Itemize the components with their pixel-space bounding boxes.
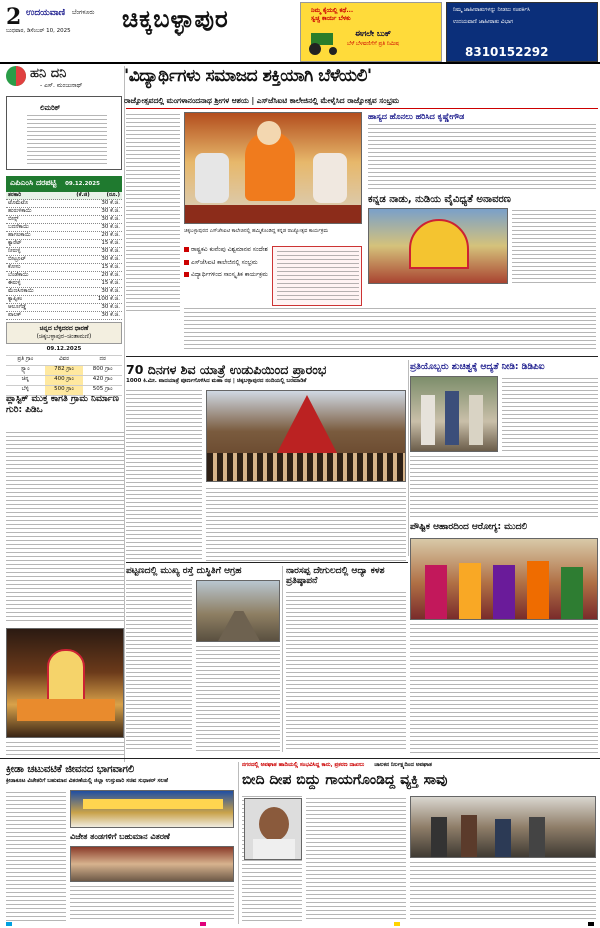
vegetable-unit bbox=[72, 288, 94, 295]
temple-deity-photo bbox=[6, 628, 124, 738]
vegetable-price: 30 ಕೆ.ಜಿ. bbox=[101, 288, 120, 294]
page-number: 2 bbox=[6, 4, 22, 30]
vegetable-name: ಪಾಲಕ್ bbox=[8, 312, 22, 318]
article-body bbox=[70, 886, 234, 922]
article-body bbox=[410, 624, 598, 756]
table-row bbox=[6, 346, 122, 356]
lead-subheadline: ರಾಜ್ಯೋತ್ಸವದಲ್ಲಿ ಮಂಗಳಾನಂದನಾಥ ಶ್ರೀಗಳ ಆಶಯ | ಎಸ್‌ಜೆಸಿಐಟಿ ಕಾಲೇಜಿನಲ್ಲಿ ಮೇಳೈಸಿದ ರಾಜ್ಯೋತ್ಸವ ಸಂಭ್ರಮ bbox=[124, 96, 400, 105]
article-body bbox=[126, 114, 180, 314]
article-headline[interactable]: ನಾರಸಪ್ಪ ದೇಗುಲದಲ್ಲಿ ಆದ್ಯಾ ಕಳಶ ಪ್ರತಿಷ್ಠಾಪನೆ bbox=[286, 566, 385, 587]
article-body bbox=[306, 798, 406, 922]
vegetable-name: ನೀರುಳ್ಳಿ bbox=[8, 248, 21, 254]
ad-line: ಬೆಳೆ ಬೆಳವಣಿಗೆಗೆ ಪ್ರತಿ ನಿಮಿಷ bbox=[347, 41, 399, 47]
quote-box bbox=[272, 246, 362, 306]
table-row bbox=[6, 288, 122, 296]
vegetable-price: 30 ಕೆ.ಜಿ. bbox=[101, 216, 120, 222]
article-headline[interactable]: ಕ್ರೀಡಾ ಚಟುವಟಿಕೆ ಜೀವನದ ಭಾಗವಾಗಲಿ bbox=[6, 764, 135, 775]
article-body bbox=[6, 432, 124, 622]
vegetable-unit bbox=[72, 280, 94, 287]
vegetable-price: 15 ಕೆ.ಜಿ. bbox=[101, 264, 120, 270]
vegetable-name: ಬೀನ್ಸ್ bbox=[8, 216, 19, 222]
vegetable-price: 30 ಕೆ.ಜಿ. bbox=[101, 208, 120, 214]
vegetable-name: ಬೆಂಡೆಕಾಯಿ bbox=[8, 272, 29, 278]
vegetable-name: ಮೆಣಸಿನಕಾಯಿ bbox=[8, 288, 34, 294]
col-header: (ಕೆ.ಜಿ) bbox=[76, 192, 90, 198]
apmc-title-text: ಎಪಿಎಂಸಿ ದರಪಟ್ಟಿ bbox=[10, 178, 57, 187]
article-body bbox=[502, 378, 598, 452]
metal-name: ಸ್ಟ್ಯಾಂ bbox=[21, 366, 30, 372]
article-body bbox=[368, 124, 596, 190]
vegetable-price: 20 ಕೆ.ಜಿ. bbox=[101, 272, 120, 278]
advertisement-blue[interactable] bbox=[446, 2, 598, 62]
table-row bbox=[6, 208, 122, 216]
chariot-procession-photo bbox=[206, 390, 406, 482]
table-row bbox=[6, 280, 122, 288]
vegetable-unit bbox=[72, 256, 94, 263]
damaged-road-photo bbox=[196, 580, 280, 642]
vegetable-unit bbox=[72, 208, 94, 215]
article-body bbox=[126, 580, 192, 752]
vegetable-name: ಈರುಳ್ಳಿ bbox=[8, 280, 21, 286]
article-body bbox=[206, 488, 406, 562]
column-title: ಹನಿ ದನಿ bbox=[30, 66, 67, 81]
vegetable-price: 100 ಕೆ.ಜಿ. bbox=[97, 296, 120, 302]
vegetable-price: 15 ಕೆ.ಜಿ. bbox=[101, 240, 120, 246]
vegetable-name: ಕ್ಯಾರೆಟ್ bbox=[8, 240, 22, 246]
article-body bbox=[410, 862, 596, 922]
metal-rate: ವಿವರ bbox=[59, 356, 69, 362]
vegetable-unit bbox=[72, 304, 94, 311]
vegetable-unit bbox=[72, 232, 94, 239]
officials-photo bbox=[410, 376, 498, 452]
vegetable-price: 20 ಕೆ.ಜಿ. bbox=[101, 232, 120, 238]
vegetable-price: 30 ಕೆ.ಜಿ. bbox=[101, 304, 120, 310]
vegetable-unit bbox=[72, 224, 94, 231]
ad-line: ನಿಮ್ಮ ಜಾಹೀರಾತುಗಳನ್ನು ನೀಡಲು ಸಂಪರ್ಕಿಸಿ bbox=[453, 7, 530, 13]
vegetable-unit bbox=[72, 200, 94, 207]
gold-title-text: ಚಿನ್ನದ ಬೆಳ್ಳಿದರದ ಧಾರಣೆ bbox=[39, 325, 89, 332]
table-row bbox=[6, 232, 122, 240]
article-headline[interactable]: ಪೌಷ್ಟಿಕ ಆಹಾರದಿಂದ ಆರೋಗ್ಯ: ಮುದಲಿ bbox=[410, 522, 528, 532]
metal-name: ಬೆಳ್ಳಿ bbox=[21, 386, 29, 392]
ad-phone[interactable]: 8310152292 bbox=[465, 45, 549, 59]
gold-rate-title bbox=[6, 322, 122, 344]
table-row bbox=[6, 256, 122, 264]
vegetable-price: 30 ಕೆ.ಜಿ. bbox=[101, 312, 120, 318]
metal-rate: 400 ಗ್ರಾಂ bbox=[45, 376, 84, 385]
metal-rate: 800 ಗ್ರಾಂ bbox=[92, 366, 113, 372]
lead-caption: ಚಿಕ್ಕಬಳ್ಳಾಪುರದ ಎಸ್‌ಜೆಸಿಐಟಿ ಕಾಲೇಜಿನಲ್ಲಿ ಹಮ್ಮಿಕೊಂಡಿದ್ದ ಕನ್ನಡ ರಾಜ್ಯೋತ್ಸವ ಕಾರ್ಯಕ್ರಮ bbox=[184, 228, 329, 234]
limerick-box bbox=[6, 96, 122, 170]
vegetable-price: 15 ಕೆ.ಜಿ. bbox=[101, 280, 120, 286]
vegetable-price: 30 ಕೆ.ಜಿ. bbox=[101, 248, 120, 254]
gold-rate-table bbox=[6, 346, 122, 396]
article-body bbox=[6, 792, 66, 922]
table-row bbox=[6, 296, 122, 304]
vegetable-price: 30 ಕೆ.ಜಿ. bbox=[101, 224, 120, 230]
article-body bbox=[126, 390, 202, 560]
table-row bbox=[6, 224, 122, 232]
edition-date: ಬುಧವಾರ, ಡಿಸೆಂಬರ್ 10, 2025 bbox=[6, 28, 71, 34]
column-author: - ಎಸ್. ಮಂಜುನಾಥ್ bbox=[40, 82, 83, 89]
vegetable-name: ಬದನೆಕಾಯಿ bbox=[8, 224, 29, 230]
article-body bbox=[286, 592, 406, 752]
gold-date: 09.12.2025 bbox=[46, 346, 82, 352]
bullet-item: ವಿದ್ಯಾರ್ಥಿಗಳಿಂದ ಸಾಂಸ್ಕೃತಿಕ ಕಾರ್ಯಕ್ರಮ bbox=[191, 271, 268, 278]
vegetable-name: ಟೊಮೆಟೊ bbox=[8, 200, 29, 206]
table-row bbox=[6, 356, 122, 366]
vegetable-name: ಕ್ಯಾಪ್ಸಿಕಂ bbox=[8, 296, 23, 302]
article-body bbox=[410, 456, 598, 518]
article-body bbox=[196, 646, 280, 752]
photo-caption bbox=[512, 210, 596, 284]
edition-city: ಬೆಂಗಳೂರು bbox=[72, 9, 95, 16]
table-row bbox=[6, 216, 122, 224]
bullet-item: ಎಸ್‌ಜೆಸಿಐಟಿ ಕಾಲೇಜಿನಲ್ಲಿ ಸಂಭ್ರಮ bbox=[191, 258, 258, 266]
article-headline[interactable]: ಪಟ್ಟಣದಲ್ಲಿ ಮುಖ್ಯ ರಸ್ತೆ ದುಸ್ಥಿತಿಗೆ ಆಗ್ರಹ bbox=[126, 566, 242, 576]
article-headline[interactable]: ವಿಜೇತ ತಂಡಗಳಿಗೆ ಬಹುಮಾನ ವಿತರಣೆ bbox=[70, 832, 170, 841]
paper-name: ಉದಯವಾಣಿ bbox=[26, 8, 66, 18]
vegetable-unit bbox=[72, 272, 94, 279]
kicker-text: ಚಾಲಕನ ನಿರ್ಲಕ್ಷ್ಯದಿಂದ ಅಪಘಾತ bbox=[374, 762, 432, 768]
vegetable-price: 30 ಕೆ.ಜಿ. bbox=[101, 256, 120, 262]
metal-rate: 782 ಗ್ರಾಂ bbox=[45, 366, 84, 375]
ad-line: ನಿಮ್ಮ ಕೈಯಲ್ಲಿ ಕಥೆ... bbox=[311, 7, 354, 14]
vegetable-name: ಹಾಗಲಕಾಯಿ bbox=[8, 232, 31, 238]
article-headline[interactable]: ಪ್ರತಿಯೊಬ್ಬರು ಶುಚಿತ್ವಕ್ಕೆ ಆದ್ಯತೆ ನೀಡಿ: ಡಿಡಿಪಿಐ bbox=[410, 362, 545, 372]
article-body bbox=[184, 308, 596, 352]
bullet-list bbox=[184, 246, 270, 284]
apmc-date: 09.12.2025 bbox=[65, 181, 100, 187]
table-row bbox=[6, 366, 122, 376]
accident-scene-photo bbox=[410, 796, 596, 858]
vegetable-name: ಹುರುಳಿಕಾಯಿ bbox=[8, 208, 32, 214]
festival-photo bbox=[368, 208, 508, 284]
metal-rate: 420 ಗ್ರಾಂ bbox=[92, 376, 113, 382]
col-header: (ರೂ.) bbox=[106, 192, 120, 198]
advertisement-yellow[interactable] bbox=[300, 2, 442, 62]
apmc-price-table bbox=[6, 192, 122, 320]
print-registration-marks bbox=[6, 922, 594, 926]
section-title: ಚಿಕ್ಕಬಳ್ಳಾಪುರ bbox=[122, 5, 229, 33]
table-row bbox=[6, 272, 122, 280]
table-header bbox=[6, 192, 122, 200]
article-subheadline: 1000 ಕಿ.ಮೀ. ಪಾದಯಾತ್ರೆ ಪೂರ್ಣಗೊಳಿಸಿದ ಮಹಾ ರಥ | ಚಿಕ್ಕಬಳ್ಳಾಪುರದ ನಂದಿಯಲ್ಲಿ ಬರಮಾಡಿಕೆ bbox=[126, 378, 307, 384]
vegetable-unit bbox=[72, 240, 94, 247]
ad-line: ಉದಯವಾಣಿ ಜಾಹೀರಾತು ವಿಭಾಗ bbox=[453, 19, 514, 25]
vegetable-name: ಬೀಟ್ರೂಟ್ bbox=[8, 256, 27, 262]
metal-rate: ದರ bbox=[99, 356, 106, 362]
table-row bbox=[6, 248, 122, 256]
bullet-item: ರಾಷ್ಟ್ರಕವಿ ಕುವೆಂಪು ವಿಶ್ವಮಾನವ ಸಂದೇಶ bbox=[191, 246, 268, 253]
article-subheadline: ಕ್ರೀಡಾಕೂಟ ವಿಜೇತರಿಗೆ ಬಹುಮಾನ ವಿತರಣೆಯಲ್ಲಿ ಜಿಲ್ಲಾ ಉಸ್ತುವಾರಿ ಸಚಿವ ಸುಧಾಕರ್ ಸಲಹೆ bbox=[6, 778, 169, 784]
col-header: ತರಕಾರಿ bbox=[8, 192, 22, 198]
table-row bbox=[6, 376, 122, 386]
victim-portrait-photo bbox=[244, 798, 302, 860]
lead-photo bbox=[184, 112, 362, 224]
article-headline[interactable]: 70 ದಿನಗಳ ಶಿವ ಯಾತ್ರೆ ಉಡುಪಿಯಿಂದ ಪ್ರಾರಂಭ bbox=[126, 362, 327, 377]
prize-distribution-photo bbox=[70, 846, 234, 882]
tractor-icon bbox=[305, 27, 345, 57]
ad-line: ಈಗಲೇ ಬುಕ್ bbox=[355, 29, 392, 38]
sports-event-photo bbox=[70, 790, 234, 828]
table-row bbox=[6, 312, 122, 320]
vegetable-unit bbox=[72, 248, 94, 255]
lead-headline[interactable]: 'ವಿದ್ಯಾರ್ಥಿಗಳು ಸಮಾಜದ ಶಕ್ತಿಯಾಗಿ ಬೆಳೆಯಲಿ' bbox=[124, 66, 372, 86]
article-headline[interactable]: ಬೀದಿ ದೀಪ ಬಿದ್ದು ಗಾಯಗೊಂಡಿದ್ದ ವ್ಯಕ್ತಿ ಸಾವು bbox=[242, 772, 448, 788]
nutrition-event-photo bbox=[410, 538, 598, 620]
vegetable-name: ಆಲೂಗೆಡ್ಡೆ bbox=[8, 304, 27, 310]
kicker-text: ನಗರದಲ್ಲಿ ಅಪಘಾತ ಹಾದಿಯಲ್ಲಿ ಸಂಭವಿಸಿದ್ದ ಕಾರು, ಪ್ರಕರಣ ದಾಖಲು bbox=[242, 762, 365, 768]
vegetable-price: 30 ಕೆ.ಜಿ. bbox=[101, 200, 120, 206]
vegetable-unit bbox=[72, 296, 94, 303]
article-headline[interactable]: ಪ್ಲಾಸ್ಟಿಕ್ ಮುಕ್ತ ಕಾಗತಿ ಗ್ರಾಮ ನಿರ್ಮಾಣ ಗುರಿ: ಪಿಡಿಒ bbox=[6, 394, 119, 416]
gold-subtitle: (ಚಿಕ್ಕಬಳ್ಳಾಪುರ–ಚಿಂತಾಮಣಿ) bbox=[36, 332, 92, 340]
vegetable-name: ಕೋಸು bbox=[8, 264, 21, 270]
vegetable-unit bbox=[72, 264, 94, 271]
metal-name: ಪ್ರತಿ ಗ್ರಾಂ bbox=[17, 356, 34, 362]
article-headline[interactable]: ಹಾಸ್ಯದ ಹೊನಲು ಹರಿಸಿದ ಕೃಷ್ಣೇಗೌಡ bbox=[368, 112, 465, 121]
table-row bbox=[6, 200, 122, 208]
metal-rate: 505 ಗ್ರಾಂ bbox=[92, 386, 113, 392]
table-row bbox=[6, 240, 122, 248]
ad-line: ಸ್ವಚ್ಚ ಕಾರ್ಯ ಬೆಳಕು bbox=[311, 15, 351, 22]
metal-name: ಚಿನ್ನ bbox=[21, 376, 30, 382]
metal-rate: 500 ಗ್ರಾಂ bbox=[45, 386, 84, 395]
vegetable-unit bbox=[72, 216, 94, 223]
apmc-price-title bbox=[6, 176, 122, 192]
table-row bbox=[6, 304, 122, 312]
limerick-title: ಲಿಮರಿಕ್ bbox=[40, 104, 61, 112]
vegetable-unit bbox=[72, 312, 94, 319]
article-kicker bbox=[242, 762, 598, 772]
table-row bbox=[6, 264, 122, 272]
article-headline[interactable]: ಕನ್ನಡ ನಾಡು, ನುಡಿಯ ವೈವಿಧ್ಯತೆ ಅನಾವರಣ bbox=[368, 194, 511, 205]
